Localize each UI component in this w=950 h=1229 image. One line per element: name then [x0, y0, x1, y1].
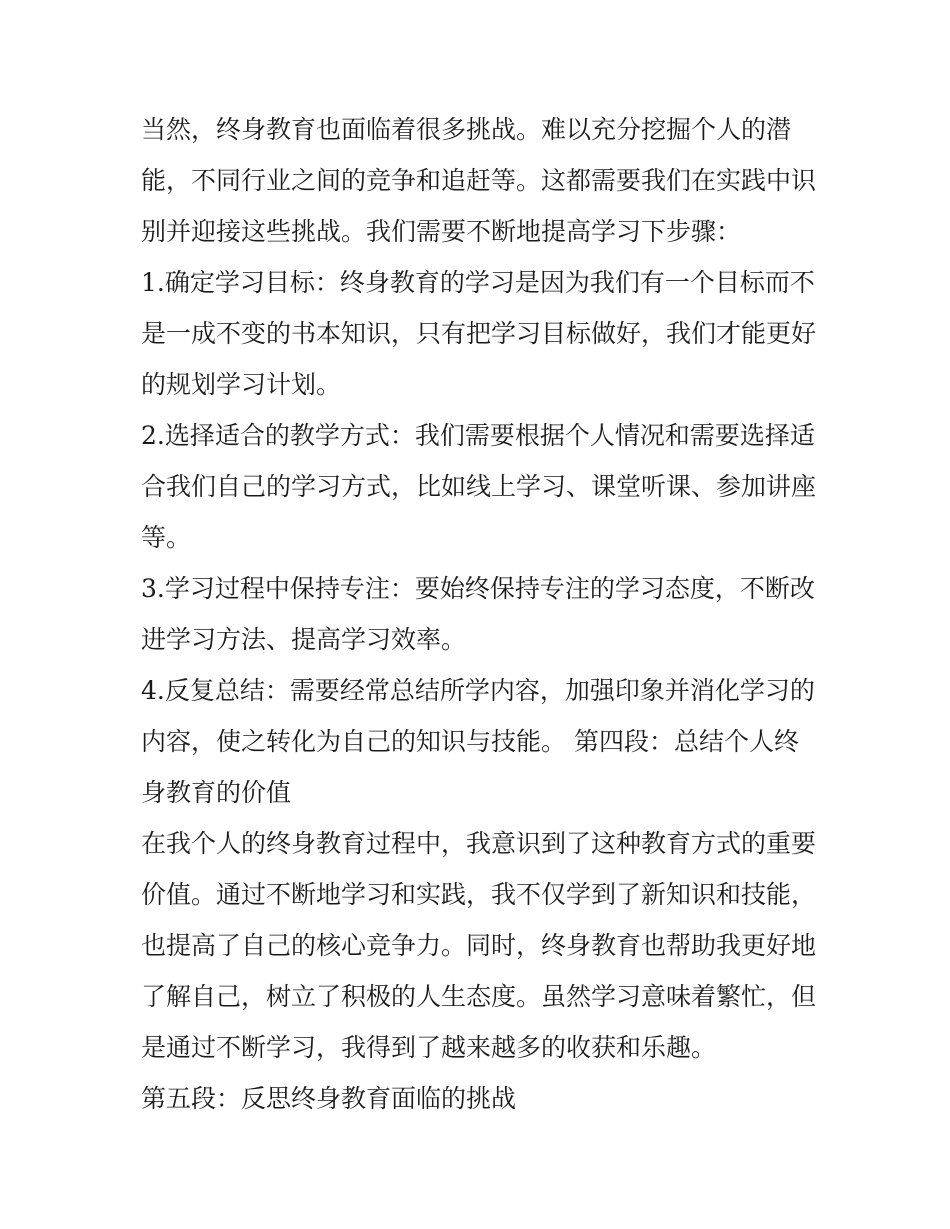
text-line: 身教育的价值: [141, 778, 292, 807]
paragraph-challenges-intro: [141, 104, 821, 257]
text-line: 等。: [141, 523, 192, 552]
text-line: 4.反复总结：需要经常总结所学内容，加强印象并消化学习的: [141, 676, 815, 705]
text-line: 合我们自己的学习方式，比如线上学习、课堂听课、参加讲座: [141, 472, 817, 501]
text-line: 的规划学习计划。: [141, 370, 342, 399]
document-body: [141, 104, 821, 1124]
paragraph-step-4: [141, 665, 821, 818]
paragraph-personal-value: [141, 818, 821, 1073]
paragraph-step-2: [141, 410, 821, 563]
text-line: 价值。通过不断地学习和实践，我不仅学到了新知识和技能，: [141, 880, 817, 909]
text-line: 3.学习过程中保持专注：要始终保持专注的学习态度，不断改: [141, 574, 815, 603]
text-line: 进学习方法、提高学习效率。: [141, 625, 467, 654]
text-line: 别并迎接这些挑战。我们需要不断地提高学习下步骤：: [141, 217, 742, 246]
text-line: 是一成不变的书本知识，只有把学习目标做好，我们才能更好: [141, 319, 817, 348]
text-line: 了解自己，树立了积极的人生态度。虽然学习意味着繁忙，但: [141, 982, 817, 1011]
text-line: 2.选择适合的教学方式：我们需要根据个人情况和需要选择适: [141, 421, 815, 450]
text-line: 能，不同行业之间的竞争和追赶等。这都需要我们在实践中识: [141, 166, 817, 195]
text-line: 当然，终身教育也面临着很多挑战。难以充分挖掘个人的潜: [141, 115, 792, 144]
paragraph-step-1: [141, 257, 821, 410]
text-line: 也提高了自己的核心竞争力。同时，终身教育也帮助我更好地: [141, 931, 817, 960]
paragraph-step-3: [141, 563, 821, 665]
text-line: 内容，使之转化为自己的知识与技能。 第四段：总结个人终: [141, 727, 799, 756]
text-line: 是通过不断学习，我得到了越来越多的收获和乐趣。: [141, 1033, 717, 1062]
section-heading-fifth: [141, 1073, 821, 1124]
text-line: 第五段：反思终身教育面临的挑战: [141, 1084, 517, 1113]
text-line: 在我个人的终身教育过程中，我意识到了这种教育方式的重要: [141, 829, 817, 858]
text-line: 1.确定学习目标：终身教育的学习是因为我们有一个目标而不: [141, 268, 815, 297]
